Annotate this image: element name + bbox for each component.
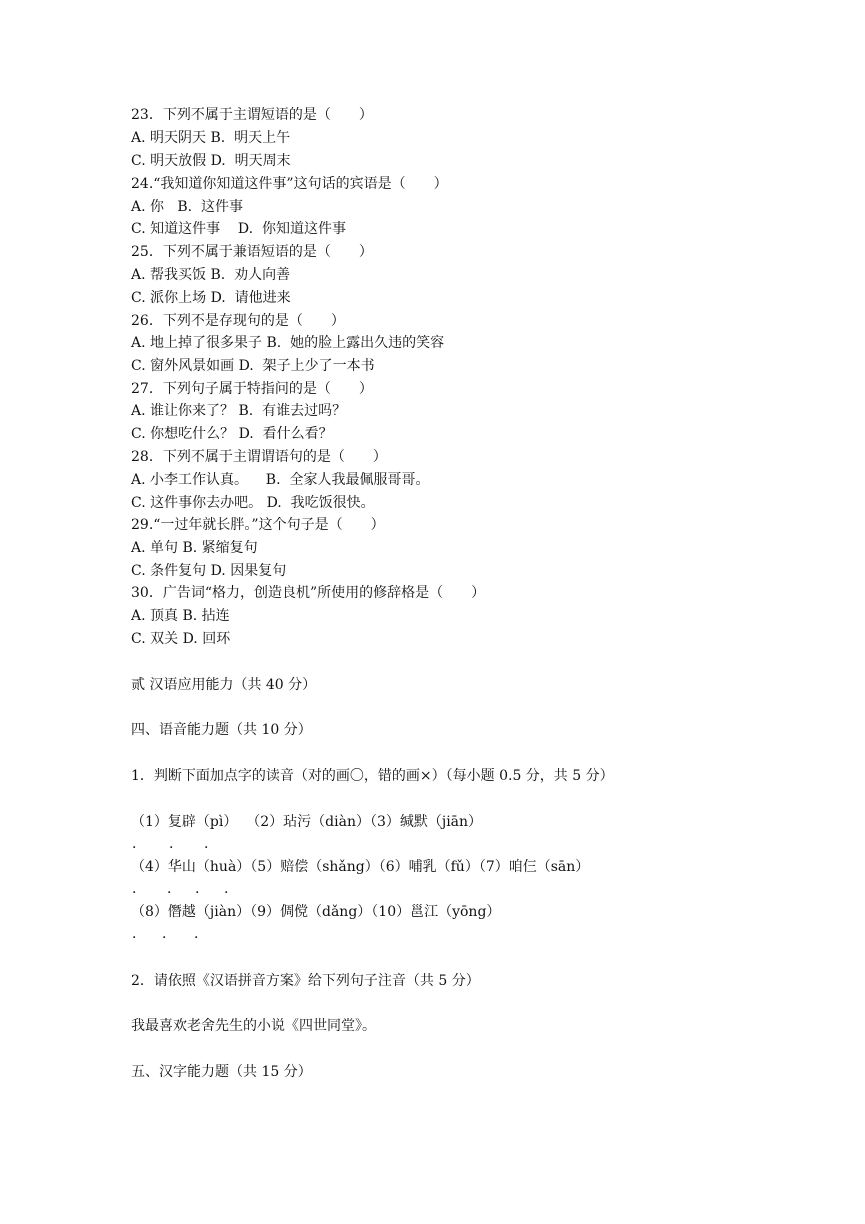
emphasis-dot: ·	[132, 930, 137, 946]
emphasis-dot: ·	[132, 840, 137, 856]
question-options: C. 知道这件事 D. 你知道这件事	[131, 221, 346, 237]
question-options: A. 单句 B. 紧缩复句	[131, 540, 258, 556]
question-stem: 2．请依照《汉语拼音方案》给下列句子注音（共 5 分）	[131, 973, 480, 989]
question-options: A. 地上掉了很多果子 B. 她的脸上露出久违的笑容	[131, 335, 445, 351]
question-options: C. 窗外风景如画 D. 架子上少了一本书	[131, 358, 375, 374]
question-options: A. 顶真 B. 拈连	[131, 608, 230, 624]
emphasis-dot: ·	[132, 885, 137, 901]
question-options: A. 小李工作认真。 B. 全家人我最佩服哥哥。	[131, 472, 430, 488]
question-options: C. 这件事你去办吧。 D. 我吃饭很快。	[131, 495, 375, 511]
question-sentence: 我最喜欢老舍先生的小说《四世同堂》。	[131, 1018, 376, 1034]
question-options: A. 谁让你来了？ B. 有谁去过吗？	[131, 403, 347, 419]
emphasis-dot: ·	[204, 840, 209, 856]
question-stem: 26．下列不是存现句的是（ ）	[131, 313, 345, 329]
question-options: A. 明天阴天 B. 明天上午	[131, 130, 291, 146]
question-options: C. 你想吃什么？ D. 看什么看？	[131, 426, 333, 442]
pinyin-row: （4）华山（huà）（5）赔偿（shǎng）（6）哺乳（fǔ）（7）咱仨（sān）	[131, 859, 590, 875]
section-heading: 五、汉字能力题（共 15 分）	[131, 1064, 312, 1080]
section-heading: 四、语音能力题（共 10 分）	[131, 722, 312, 738]
emphasis-dot: ·	[194, 930, 199, 946]
emphasis-dot: ·	[162, 930, 167, 946]
question-options: C. 条件复句 D. 因果复句	[131, 563, 287, 579]
question-options: A. 你 B. 这件事	[131, 199, 243, 215]
question-stem: 25．下列不属于兼语短语的是（ ）	[131, 244, 373, 260]
question-options: C. 双关 D. 回环	[131, 631, 231, 647]
pinyin-row: （8）僭越（jiàn）（9）倜傥（dǎng）（10）邕江（yōng）	[131, 904, 501, 920]
question-stem: 27．下列句子属于特指问的是（ ）	[131, 381, 373, 397]
pinyin-row: （1）复辟（pì） （2）玷污（diàn）（3）缄默（jiān）	[131, 814, 483, 830]
question-stem: 28．下列不属于主谓谓语句的是（ ）	[131, 449, 387, 465]
emphasis-dots	[131, 887, 331, 899]
emphasis-dots	[131, 932, 331, 944]
question-stem: 24.“我知道你知道这件事”这句话的宾语是（ ）	[131, 176, 448, 192]
emphasis-dot: ·	[224, 885, 229, 901]
emphasis-dot: ·	[195, 885, 200, 901]
question-options: A. 帮我买饭 B. 劝人向善	[131, 267, 291, 283]
emphasis-dots	[131, 842, 331, 854]
part-heading: 贰 汉语应用能力（共 40 分）	[131, 677, 317, 693]
question-stem: 1．判断下面加点字的读音（对的画〇，错的画×）（每小题 0.5 分，共 5 分）	[131, 768, 614, 784]
question-options: C. 明天放假 D. 明天周末	[131, 153, 291, 169]
question-options: C. 派你上场 D. 请他进来	[131, 290, 291, 306]
question-stem: 23．下列不属于主谓短语的是（ ）	[131, 107, 373, 123]
question-stem: 29.“一过年就长胖。”这个句子是（ ）	[131, 517, 385, 533]
emphasis-dot: ·	[169, 840, 174, 856]
question-stem: 30．广告词“格力，创造良机”所使用的修辞格是（ ）	[131, 585, 486, 601]
emphasis-dot: ·	[167, 885, 172, 901]
